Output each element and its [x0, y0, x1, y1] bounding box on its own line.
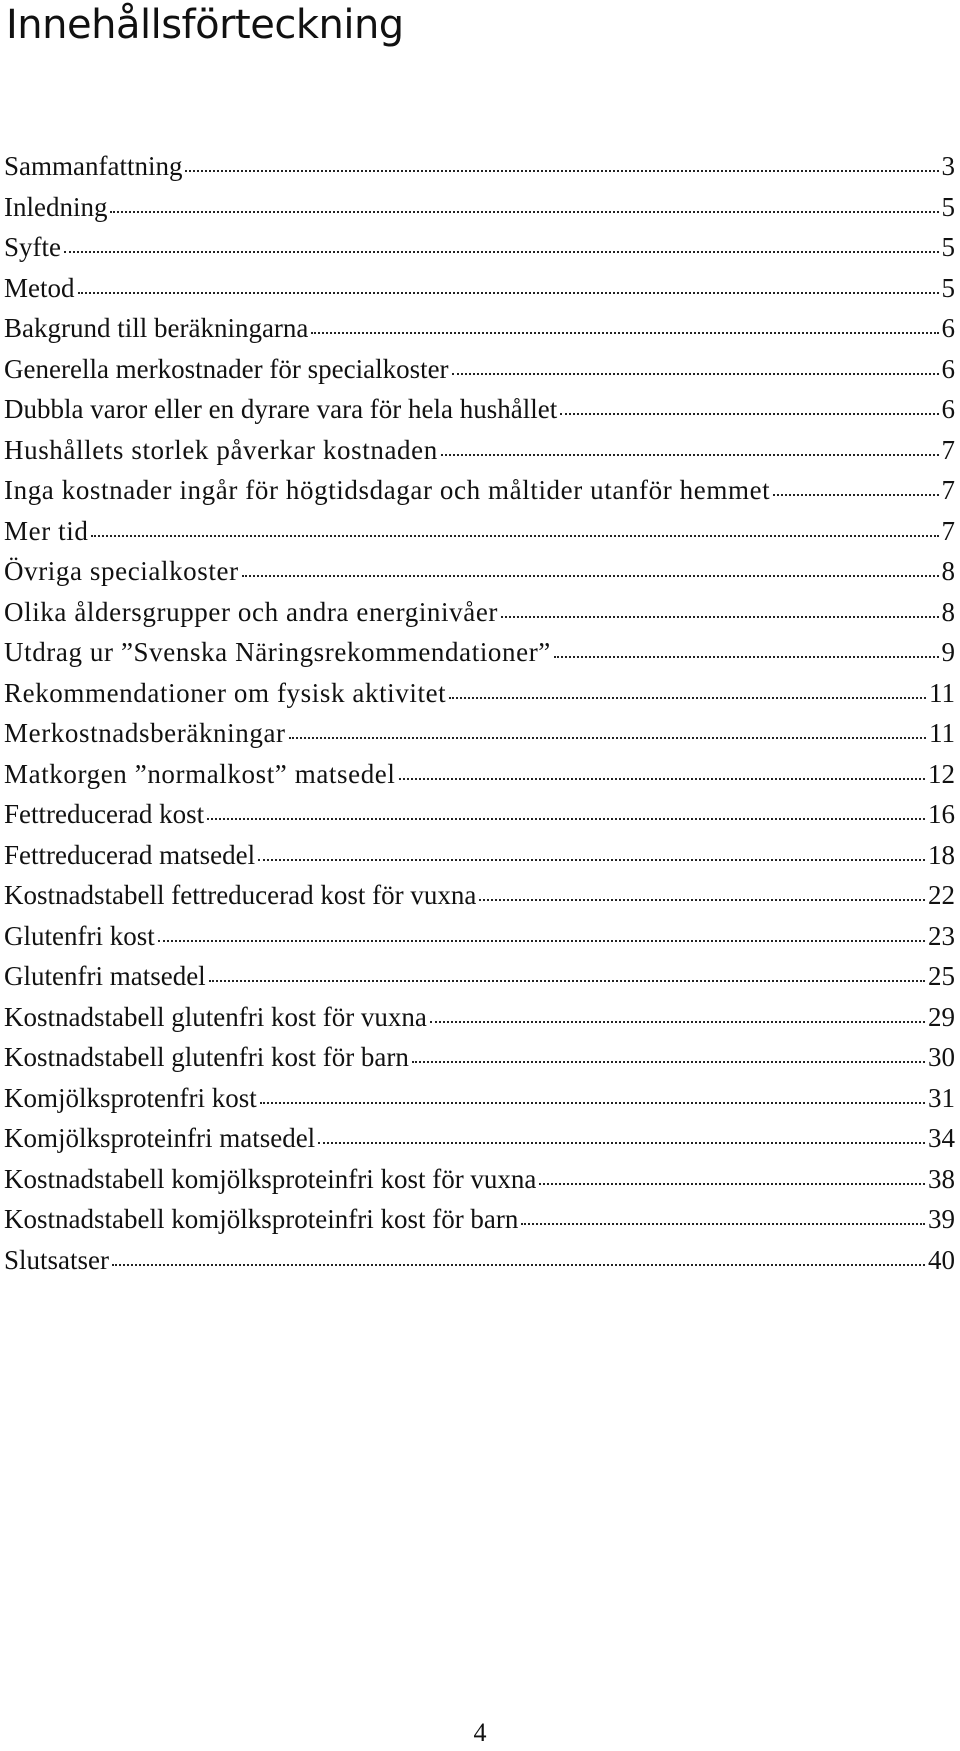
toc-entry-title: Inledning: [4, 191, 108, 222]
toc-entry-title: Komjölksproteinfri matsedel: [4, 1123, 316, 1153]
toc-entry[interactable]: [4, 713, 955, 754]
toc-entry[interactable]: [4, 1037, 955, 1078]
dot-leader: [112, 1264, 925, 1266]
toc-entry-page: 40: [928, 1244, 955, 1275]
dot-leader: [441, 454, 939, 456]
dot-leader: [521, 1223, 925, 1225]
dot-leader: [501, 616, 939, 618]
toc-entry-page: 5: [941, 191, 955, 222]
toc-entry[interactable]: [4, 632, 955, 673]
dot-leader: [260, 1102, 925, 1104]
toc-entry-page: 38: [928, 1163, 955, 1194]
dot-leader: [289, 737, 926, 739]
toc-entry[interactable]: [4, 997, 955, 1038]
toc-entry-title: Sammanfattning: [4, 151, 183, 181]
toc-entry-title: Utdrag ur ”Svenska Näringsrekommendationer”: [4, 637, 551, 667]
toc-entry-page: 5: [941, 272, 955, 303]
toc-entry[interactable]: [4, 308, 955, 349]
toc-entry-page: 16: [928, 799, 955, 829]
toc-entry-page: 11: [929, 677, 955, 708]
toc-entry[interactable]: [4, 511, 955, 552]
dot-leader: [449, 697, 926, 699]
toc-entry-title: Kostnadstabell komjölksproteinfri kost för vuxna: [4, 1163, 537, 1194]
page-title: Innehållsförteckning: [6, 2, 404, 48]
toc-entry[interactable]: [4, 227, 955, 268]
toc-entry-title: Bakgrund till beräkningarna: [4, 313, 309, 343]
toc-entry-page: 6: [941, 313, 955, 343]
toc-entry-title: Matkorgen ”normalkost” matsedel: [4, 758, 396, 789]
toc-entry-page: 23: [928, 920, 955, 951]
toc-entry-title: Slutsatser: [4, 1244, 109, 1275]
dot-leader: [185, 170, 938, 172]
toc-entry-page: 34: [928, 1123, 955, 1153]
toc-entry-page: 39: [928, 1204, 955, 1234]
toc-entry[interactable]: [4, 1159, 955, 1200]
dot-leader: [311, 332, 938, 334]
dot-leader: [242, 575, 939, 577]
toc-entry-page: 22: [928, 880, 955, 910]
dot-leader: [479, 899, 925, 901]
toc-entry-title: Syfte: [4, 232, 61, 262]
dot-leader: [773, 494, 938, 496]
toc-entry-page: 9: [941, 637, 955, 667]
dot-leader: [78, 292, 939, 294]
dot-leader: [452, 373, 939, 375]
toc-entry[interactable]: [4, 835, 955, 876]
toc-entry-page: 25: [928, 961, 955, 991]
toc-entry[interactable]: [4, 1078, 955, 1119]
dot-leader: [207, 818, 925, 820]
dot-leader: [399, 778, 926, 780]
toc-entry[interactable]: [4, 430, 955, 471]
toc-entry[interactable]: [4, 551, 955, 592]
toc-entry-page: 29: [928, 1001, 955, 1032]
toc-entry-title: Rekommendationer om fysisk aktivitet: [4, 677, 447, 708]
toc-entry-page: 8: [941, 596, 955, 627]
toc-entry[interactable]: [4, 673, 955, 714]
toc-entry-title: Övriga specialkoster: [4, 556, 239, 586]
dot-leader: [554, 656, 939, 658]
toc-entry[interactable]: [4, 794, 955, 835]
toc-entry-page: 11: [929, 718, 955, 748]
toc-entry-title: Mer tid: [4, 515, 89, 546]
dot-leader: [64, 251, 939, 253]
toc-entry-page: 8: [941, 556, 955, 586]
dot-leader: [209, 980, 925, 982]
dot-leader: [258, 859, 925, 861]
toc-entry[interactable]: [4, 956, 955, 997]
toc-entry-page: 3: [941, 151, 955, 181]
toc-entry[interactable]: [4, 1199, 955, 1240]
toc-entry[interactable]: [4, 268, 955, 309]
toc-entry-title: Glutenfri matsedel: [4, 961, 206, 991]
toc-entry[interactable]: [4, 389, 955, 430]
toc-entry-page: 18: [928, 839, 955, 870]
toc-entry[interactable]: [4, 1118, 955, 1159]
dot-leader: [91, 535, 938, 537]
toc-entry-page: 6: [941, 394, 955, 424]
dot-leader: [158, 940, 925, 942]
toc-entry[interactable]: [4, 187, 955, 228]
page-number: 4: [473, 1718, 487, 1747]
toc-entry-page: 31: [928, 1082, 955, 1113]
toc-entry-title: Glutenfri kost: [4, 920, 155, 951]
toc-entry-title: Inga kostnader ingår för högtidsdagar och måltider utanför hemmet: [4, 475, 771, 505]
toc-entry-page: 6: [941, 353, 955, 384]
toc-entry[interactable]: [4, 916, 955, 957]
toc-entry-page: 7: [941, 515, 955, 546]
dot-leader: [110, 211, 938, 213]
dot-leader: [539, 1183, 925, 1185]
toc-entry[interactable]: [4, 754, 955, 795]
toc-entry-title: Metod: [4, 272, 75, 303]
table-of-contents: [4, 146, 955, 1280]
toc-entry[interactable]: [4, 349, 955, 390]
toc-entry[interactable]: [4, 592, 955, 633]
toc-entry-title: Fettreducerad matsedel: [4, 839, 256, 870]
toc-entry[interactable]: [4, 146, 955, 187]
toc-entry-title: Dubbla varor eller en dyrare vara för hela hushållet: [4, 394, 558, 424]
toc-entry-title: Kostnadstabell glutenfri kost för barn: [4, 1042, 409, 1072]
toc-entry-title: Kostnadstabell glutenfri kost för vuxna: [4, 1001, 427, 1032]
dot-leader: [430, 1021, 925, 1023]
toc-entry-title: Kostnadstabell komjölksproteinfri kost för barn: [4, 1204, 519, 1234]
toc-entry-page: 7: [941, 475, 955, 505]
toc-entry-title: Olika åldersgrupper och andra energinivåer: [4, 596, 498, 627]
toc-entry-title: Merkostnadsberäkningar: [4, 718, 286, 748]
dot-leader: [318, 1142, 925, 1144]
toc-entry-title: Generella merkostnader för specialkoster: [4, 353, 449, 384]
toc-entry-page: 7: [941, 434, 955, 465]
dot-leader: [560, 413, 938, 415]
toc-entry[interactable]: [4, 470, 955, 511]
toc-entry[interactable]: [4, 1240, 955, 1281]
toc-entry[interactable]: [4, 875, 955, 916]
toc-entry-page: 12: [928, 758, 955, 789]
toc-entry-title: Komjölksprotenfri kost: [4, 1082, 257, 1113]
dot-leader: [412, 1061, 925, 1063]
toc-entry-page: 5: [941, 232, 955, 262]
toc-entry-title: Kostnadstabell fettreducerad kost för vuxna: [4, 880, 477, 910]
toc-entry-title: Hushållets storlek påverkar kostnaden: [4, 434, 438, 465]
toc-entry-title: Fettreducerad kost: [4, 799, 205, 829]
toc-entry-page: 30: [928, 1042, 955, 1072]
